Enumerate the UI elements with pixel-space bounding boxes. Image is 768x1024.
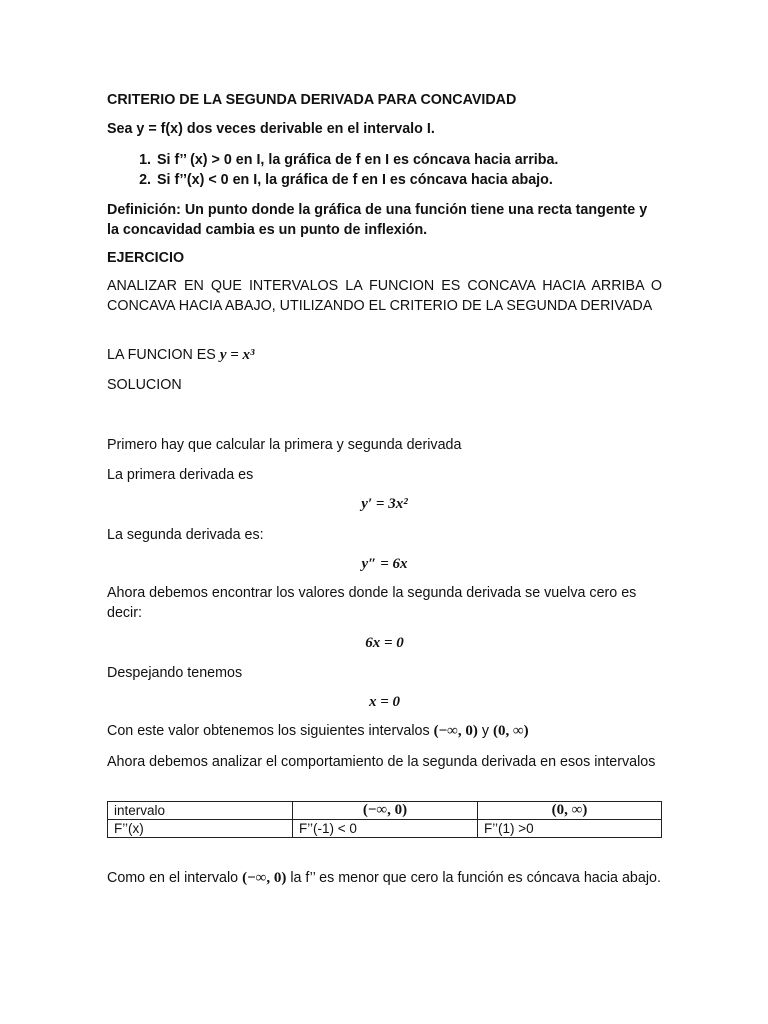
table-cell: intervalo: [108, 802, 293, 820]
table-row: [108, 802, 662, 820]
exercise-title: EJERCICIO: [107, 250, 185, 266]
solving-label: Despejando tenemos: [107, 665, 243, 681]
table-cell: F’’(1) >0: [478, 820, 662, 838]
function-line: [107, 345, 662, 365]
section-heading: CRITERIO DE LA SEGUNDA DERIVADA PARA CONCAVIDAD: [107, 92, 517, 108]
conclusion-text: [107, 868, 662, 888]
intervals-label: Con este valor obtenemos los siguientes intervalos: [107, 723, 434, 739]
interval-negative: (−∞, 0): [433, 723, 478, 739]
exercise-statement: ANALIZAR EN QUE INTERVALOS LA FUNCION ES CONCAVA HACIA ARRIBA O CONCAVA HACIA ABAJO, UTILIZANDO EL CRITERIO DE LA SEGUNDA DERIVADA: [107, 278, 662, 314]
first-derivative-label: La primera derivada es: [107, 467, 254, 483]
second-derivative-label: La segunda derivada es:: [107, 527, 264, 543]
conclusion-interval: (−∞, 0): [242, 870, 287, 886]
criteria-list: [107, 150, 662, 190]
interval-conjunction: y: [477, 723, 493, 739]
table-cell: F’’(-1) < 0: [293, 820, 478, 838]
table-row: [108, 820, 662, 838]
zero-equation: 6x = 0: [365, 635, 404, 651]
solution-equation: x = 0: [368, 694, 401, 710]
intervals-text: [107, 721, 662, 741]
first-derivative-equation: y′ = 3x²: [361, 496, 408, 512]
second-derivative-equation: y″ = 6x: [361, 556, 408, 572]
table-cell: (−∞, 0): [293, 802, 478, 820]
criterion-item: 1. Si f’’ (x) > 0 en I, la gráfica de f en I es cóncava hacia arriba.: [155, 150, 662, 170]
definition-text: Definición: Un punto donde la gráfica de una función tiene una recta tangente y la concavidad cambia es un punto de inflexión.: [107, 202, 648, 238]
function-equation: y = x³: [219, 347, 255, 363]
table-cell: F’’(x): [108, 820, 293, 838]
premise-text: Sea y = f(x) dos veces derivable en el intervalo I.: [107, 121, 435, 137]
solution-title: SOLUCION: [107, 377, 182, 393]
step-text: Primero hay que calcular la primera y segunda derivada: [107, 437, 462, 453]
document-page: [107, 91, 662, 325]
analysis-text: Ahora debemos analizar el comportamiento de la segunda derivada en esos intervalos: [107, 754, 656, 770]
solution-section: [107, 345, 662, 886]
sign-table: [107, 801, 662, 838]
function-label: LA FUNCION ES: [107, 347, 220, 363]
criterion-item: 2. Si f’’(x) < 0 en I, la gráfica de f en I es cóncava hacia abajo.: [155, 170, 662, 190]
interval-positive: (0, ∞): [492, 723, 529, 739]
table-cell: (0, ∞): [478, 802, 662, 820]
conclusion-pre: Como en el intervalo: [107, 870, 243, 886]
zero-text: Ahora debemos encontrar los valores donde la segunda derivada se vuelva cero es decir:: [107, 585, 637, 621]
conclusion-post: la f’’ es menor que cero la función es cóncava hacia abajo.: [286, 870, 661, 886]
